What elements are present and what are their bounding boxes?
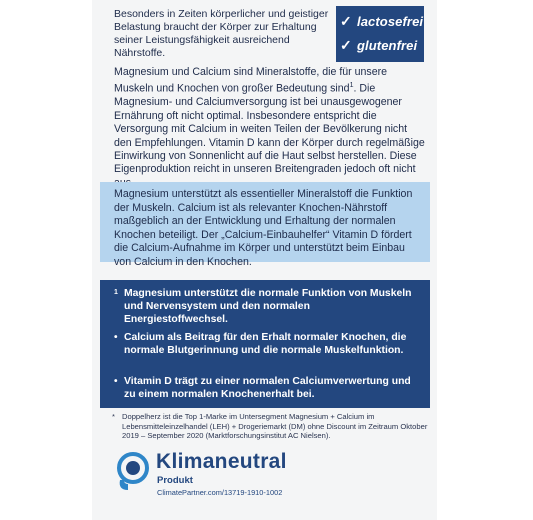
bullet-icon: •: [114, 376, 118, 387]
bullet-icon: •: [114, 332, 118, 343]
badge-label-glutenfrei: glutenfrei: [357, 37, 418, 53]
claim-footnote-marker: 1: [114, 289, 118, 296]
badge-line-lactosefrei: [336, 9, 424, 33]
highlight-box: [100, 182, 430, 268]
footnote-marker: 1: [349, 82, 354, 90]
check-icon: ✓: [340, 37, 352, 53]
claim-calcium: [114, 332, 414, 358]
check-icon: ✓: [340, 13, 352, 29]
climatepartner-logo-icon: [116, 452, 150, 492]
climate-neutral-title: Klimaneutral: [156, 450, 287, 473]
badge-label-lactosefrei: lactosefrei: [357, 13, 424, 29]
health-claims-box: [100, 280, 430, 408]
mineral-paragraph: [114, 66, 426, 190]
claim-magnesium: [114, 288, 414, 326]
paragraph-part-2: . Die Magnesium- und Calciumversorgung ist bei unausgewogener Ernährung oft nicht optimal. Insbesondere entspricht die Versorgung mit Calcium in weiten Teilen der Bevölkerung nicht den Empfehlungen. Vitamin D kann der Körper durch regelmäßige Einwirkung von Sonnenlicht auf die Haut selbst herstellen. Diese Eigenproduktion reicht in unseren Breitengraden jedoch oft nicht: [114, 82, 425, 176]
product-info-panel: [92, 0, 437, 520]
claim-text: Magnesium unterstützt die normale Funktion von Muskeln und Nervensystem und den normalen Energiestoffwechsel.: [124, 288, 412, 325]
paragraph-part-1: Magnesium und Calcium sind Mineralstoffe, die für unsere Muskeln und Knochen von großer Bedeutung sind: [114, 66, 388, 95]
footnote: [112, 412, 430, 441]
footnote-text: Doppelherz ist die Top 1-Marke im Untersegment Magnesium + Calcium im Lebensmitteleinzelhandel (LEH) + Drogeriemarkt (DM) ohne Discount im Zeitraum Oktober 2019 – September 2020 (Marktforschungsinstitut AC Nielsen).: [122, 412, 428, 441]
claim-text: Calcium als Beitrag für den Erhalt normaler Knochen, die normale Blutgerinnung und die normale Muskelfunktion.: [124, 332, 407, 356]
badge-line-glutenfrei: [336, 33, 424, 57]
intro-text: Besonders in Zeiten körperlicher und geistiger Belastung braucht der Körper zur Erhaltung seiner Leistungsfähigkeit ausreichend Nährstoffe.: [114, 8, 329, 59]
footnote-star: *: [112, 412, 115, 421]
dietary-badge: [336, 6, 424, 62]
climate-partner-id: ClimatePartner.com/13719-1910-1002: [157, 488, 283, 497]
highlight-text: Magnesium unterstützt als essentieller Mineralstoff die Funktion der Muskeln. Calcium ist als relevanter Knochen-Nährstoff maßgeblich an der Entwicklung und Erhaltung der normalen Knochen beteiligt. Der „Calcium-Einbauhelfer“ Vitamin D fördert die Calcium-Aufnahme im Körper und unterstützt beim Einbau von Calcium in den Knochen.: [114, 188, 413, 268]
claim-text: Vitamin D trägt zu einer normalen Calciumverwertung und zu einem normalen Knochenerhalt bei.: [124, 376, 411, 400]
claim-vitamin-d: [114, 376, 414, 402]
climate-neutral-subtitle: Produkt: [157, 475, 193, 486]
